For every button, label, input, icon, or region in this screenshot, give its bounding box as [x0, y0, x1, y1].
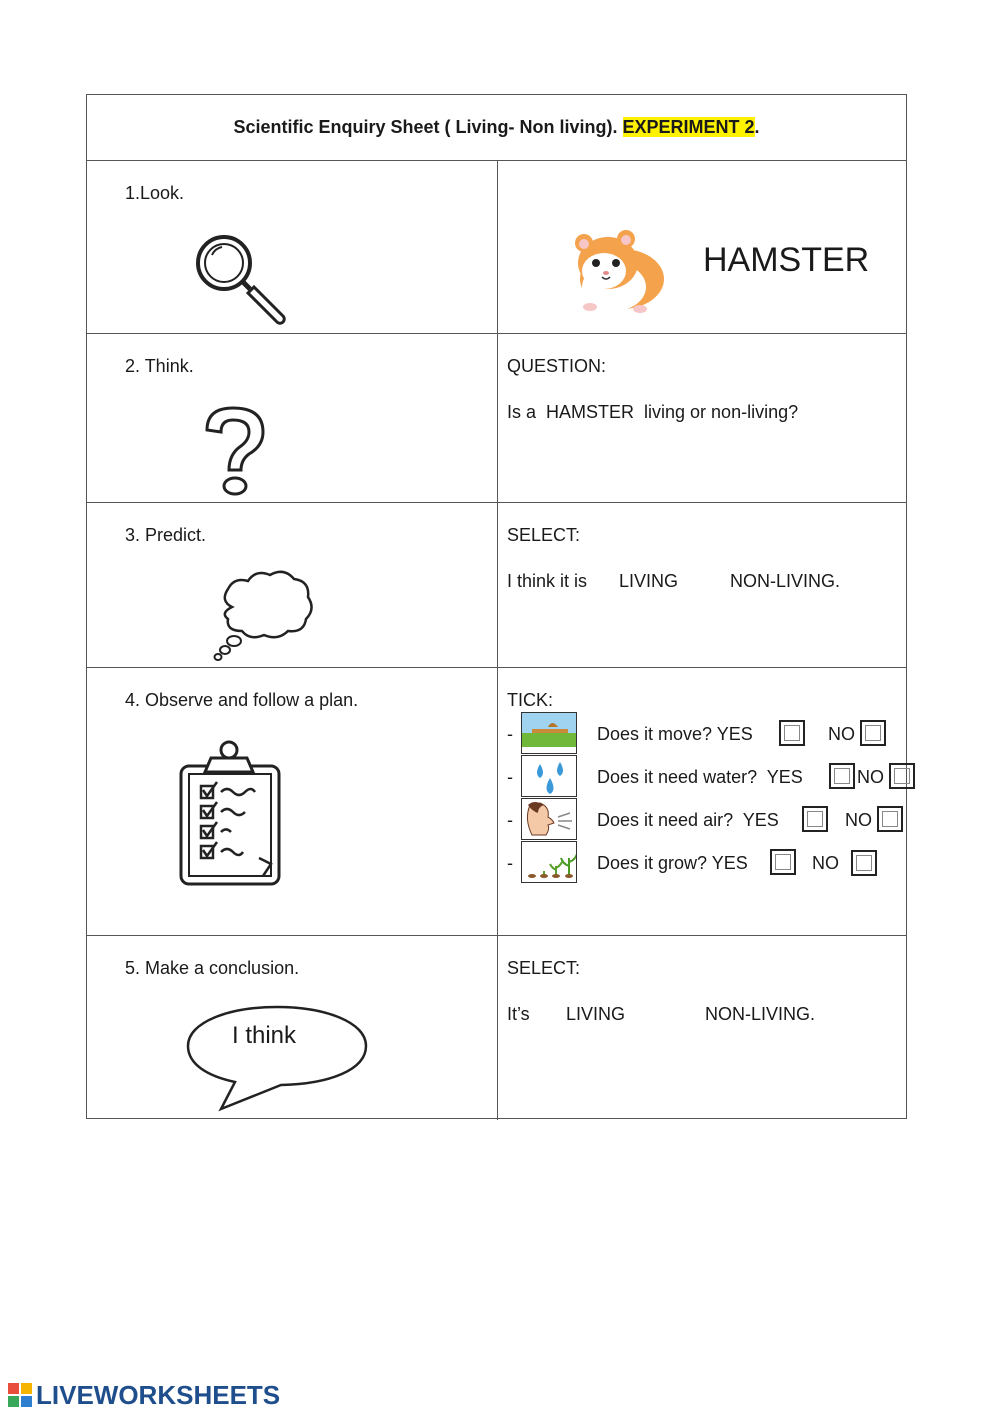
question-mark-icon — [199, 402, 271, 498]
lw-blocks-icon — [8, 1383, 32, 1407]
tick-row-grow — [507, 841, 917, 883]
row-look — [87, 161, 906, 334]
tick-question-move: Does it move? YES — [597, 724, 753, 744]
row-observe — [87, 668, 906, 936]
animal-name: HAMSTER — [703, 241, 870, 279]
air-no-label: NO — [845, 810, 872, 830]
magnifying-glass-icon — [192, 231, 292, 331]
observe-left-cell — [87, 668, 498, 935]
tick-question-air: Does it need air? YES — [597, 810, 779, 830]
move-no-checkbox[interactable] — [860, 720, 886, 746]
conclusion-left-cell — [87, 936, 498, 1120]
tick-dash: - — [507, 724, 513, 744]
clipboard-checklist-icon — [177, 740, 283, 888]
air-no-checkbox[interactable] — [877, 806, 903, 832]
enquiry-sheet-table — [86, 94, 907, 1119]
water-yes-checkbox[interactable] — [829, 763, 855, 789]
tick-question-water: Does it need water? YES — [597, 767, 803, 787]
hamster-icon — [568, 223, 668, 319]
water-no-label: NO — [857, 767, 884, 787]
conclusion-option-non-living[interactable]: NON-LIVING. — [705, 1004, 816, 1024]
tick-row-air — [507, 798, 917, 840]
conclusion-option-living[interactable]: LIVING — [566, 1004, 626, 1024]
sheet-title — [233, 117, 759, 138]
moving-animal-picture — [521, 712, 577, 754]
predict-left-cell — [87, 503, 498, 667]
grow-no-label: NO — [812, 853, 839, 873]
look-right-cell — [498, 161, 908, 333]
move-yes-checkbox[interactable] — [779, 720, 805, 746]
think-right-cell — [498, 334, 908, 502]
tick-dash: - — [507, 853, 513, 873]
predict-option-non-living[interactable]: NON-LIVING. — [730, 571, 841, 591]
step-observe-label: 4. Observe and follow a plan. — [125, 690, 359, 710]
step-look-label: 1.Look. — [125, 183, 185, 203]
growing-plants-picture — [521, 841, 577, 883]
predict-option-living[interactable]: LIVING — [619, 571, 679, 591]
tick-question-grow: Does it grow? YES — [597, 853, 748, 873]
brand-name: LIVEWORKSHEETS — [36, 1379, 281, 1410]
air-yes-checkbox[interactable] — [802, 806, 828, 832]
think-left-cell — [87, 334, 498, 502]
title-highlight: EXPERIMENT 2 — [622, 117, 755, 137]
step-conclusion-label: 5. Make a conclusion. — [125, 958, 300, 978]
thought-cloud-icon — [212, 567, 316, 663]
conclusion-prefix: It’s — [507, 1004, 530, 1024]
water-no-checkbox[interactable] — [889, 763, 915, 789]
grow-no-checkbox[interactable] — [851, 850, 877, 876]
tick-dash: - — [507, 810, 513, 830]
title-row — [87, 95, 906, 161]
title-end: . — [754, 117, 760, 137]
question-text: Is a HAMSTER living or non-living? — [507, 402, 799, 422]
conclusion-heading: SELECT: — [507, 958, 581, 978]
water-drops-picture — [521, 755, 577, 797]
step-think-label: 2. Think. — [125, 356, 194, 376]
row-think — [87, 334, 906, 503]
row-predict — [87, 503, 906, 668]
move-no-label: NO — [828, 724, 855, 744]
predict-right-cell — [498, 503, 908, 667]
look-left-cell — [87, 161, 498, 333]
speech-bubble-icon — [185, 1004, 369, 1114]
tick-row-move — [507, 712, 917, 754]
tick-dash: - — [507, 767, 513, 787]
grow-yes-checkbox[interactable] — [770, 849, 796, 875]
tick-row-water — [507, 755, 917, 797]
title-text: Scientific Enquiry Sheet ( Living- Non living). — [233, 117, 618, 137]
step-predict-label: 3. Predict. — [125, 525, 207, 545]
observe-right-cell — [498, 668, 908, 935]
breathing-face-picture — [521, 798, 577, 840]
question-heading: QUESTION: — [507, 356, 607, 376]
predict-heading: SELECT: — [507, 525, 581, 545]
row-conclusion — [87, 936, 906, 1120]
predict-prefix: I think it is — [507, 571, 588, 591]
liveworksheets-logo[interactable] — [8, 1381, 280, 1409]
conclusion-right-cell — [498, 936, 908, 1120]
tick-heading: TICK: — [507, 690, 554, 710]
speech-bubble-text: I think — [232, 1022, 297, 1049]
